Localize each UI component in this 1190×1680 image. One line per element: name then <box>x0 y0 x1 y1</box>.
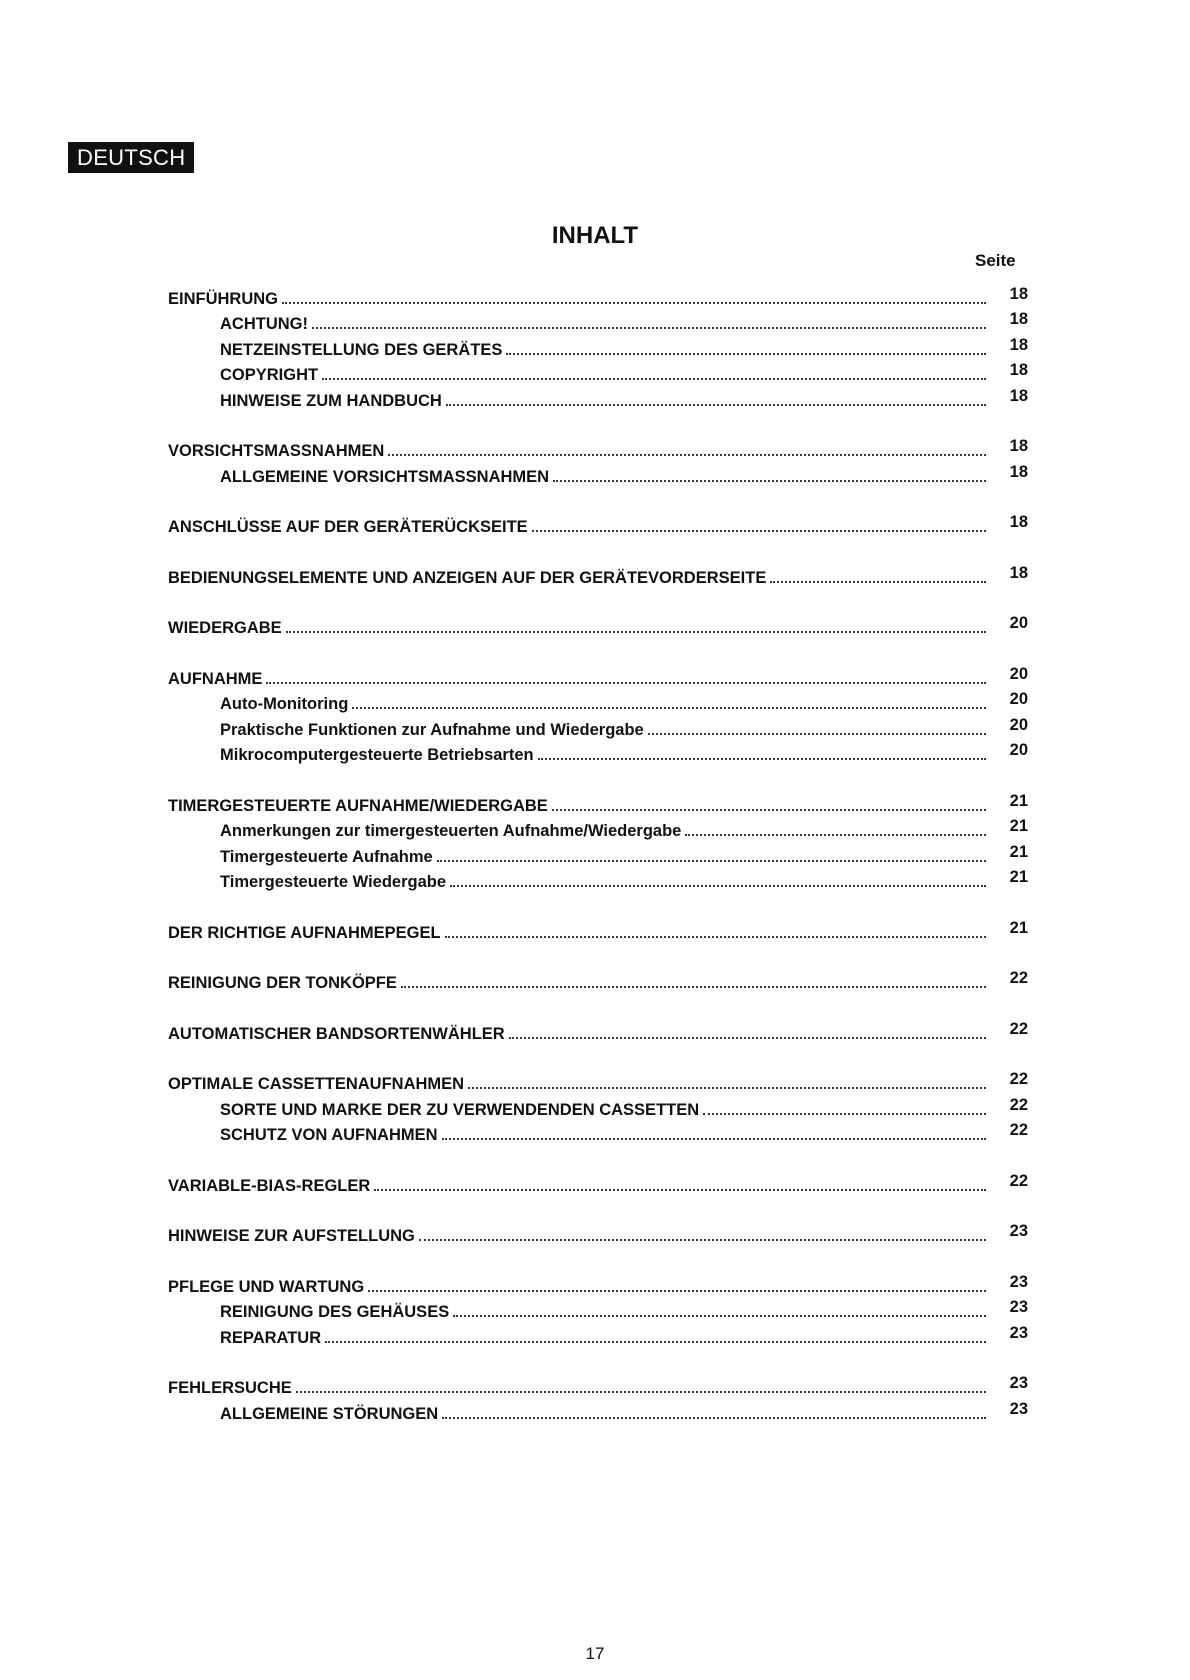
toc-entry <box>168 790 1028 816</box>
toc-subentry-title: SCHUTZ VON AUFNAHMEN <box>220 1126 438 1144</box>
toc-entry-title: PFLEGE UND WARTUNG <box>168 1277 365 1296</box>
dot-leader <box>770 581 986 583</box>
toc-entry <box>168 1018 1028 1044</box>
toc-page-number: 22 <box>1009 1070 1028 1088</box>
dot-leader <box>453 1315 986 1317</box>
toc-page-number: 21 <box>1009 842 1028 861</box>
toc-page-number: 18 <box>1009 437 1028 455</box>
toc-entry-title: REINIGUNG DER TONKÖPFE <box>168 974 397 992</box>
toc-entry <box>168 1221 1028 1247</box>
dot-leader <box>388 454 986 456</box>
toc-subentry <box>168 385 1028 411</box>
toc-page-number: 22 <box>1009 1095 1028 1114</box>
toc-page-number: 20 <box>1009 690 1028 708</box>
toc-subentry <box>168 334 1028 360</box>
toc-subentry-title: ACHTUNG! <box>220 315 308 333</box>
toc-subentry-title: REPARATUR <box>220 1328 322 1347</box>
toc-page-number: 21 <box>1009 791 1028 810</box>
toc-page-number: 21 <box>1009 918 1028 937</box>
toc-section <box>168 613 1028 639</box>
toc-entry <box>168 283 1028 309</box>
toc-page-number: 23 <box>1009 1222 1028 1240</box>
toc-entry-title: OPTIMALE CASSETTENAUFNAHMEN <box>168 1075 465 1093</box>
toc-entry <box>168 917 1028 943</box>
toc-entry-title: AUTOMATISCHER BANDSORTENWÄHLER <box>168 1024 505 1043</box>
dot-leader <box>401 986 986 988</box>
toc-entry <box>168 1373 1028 1399</box>
toc-entry <box>168 1170 1028 1196</box>
toc-section <box>168 562 1028 588</box>
dot-leader <box>442 1138 986 1140</box>
toc-page-number: 18 <box>1009 513 1028 531</box>
toc-page-number: 22 <box>1009 1121 1028 1139</box>
dot-leader <box>266 682 986 684</box>
page-title: INHALT <box>551 222 639 249</box>
toc-subentry-title: COPYRIGHT <box>220 366 319 384</box>
toc-page-number: 18 <box>1009 361 1028 379</box>
toc-section <box>168 663 1028 765</box>
toc-subentry <box>168 714 1028 740</box>
toc-subentry-title: REINIGUNG DES GEHÄUSES <box>220 1303 450 1321</box>
toc-entry-title: EINFÜHRUNG <box>168 289 278 308</box>
dot-leader <box>374 1189 986 1191</box>
toc-subentry-title: Mikrocomputergesteuerte Betriebsarten <box>220 746 534 764</box>
toc-subentry-title: SORTE UND MARKE DER ZU VERWENDENDEN CASSETTEN <box>220 1100 700 1119</box>
dot-leader <box>552 809 986 811</box>
dot-leader <box>368 1290 986 1292</box>
toc-subentry-title: NETZEINSTELLUNG DES GERÄTES <box>220 340 503 359</box>
toc-section <box>168 968 1028 994</box>
toc-subentry <box>168 1094 1028 1120</box>
toc-entry <box>168 562 1028 588</box>
toc-subentry-title: ALLGEMEINE STÖRUNGEN <box>220 1404 439 1423</box>
toc-subentry <box>168 1398 1028 1424</box>
toc-entry-title: AUFNAHME <box>168 669 263 688</box>
toc-page-number: 18 <box>1009 563 1028 582</box>
toc-subentry <box>168 461 1028 487</box>
toc-entry-title: DER RICHTIGE AUFNAHMEPEGEL <box>168 923 441 942</box>
toc-subentry-title: Timergesteuerte Wiedergabe <box>220 873 447 891</box>
toc-page-number: 20 <box>1009 741 1028 759</box>
dot-leader <box>553 480 986 482</box>
toc-subentry <box>168 1120 1028 1146</box>
toc-section <box>168 1373 1028 1424</box>
toc-page-number: 20 <box>1009 614 1028 632</box>
toc-section <box>168 1170 1028 1196</box>
dot-leader <box>450 885 986 887</box>
toc-section <box>168 1221 1028 1247</box>
toc-subentry <box>168 1297 1028 1323</box>
toc-subentry <box>168 816 1028 842</box>
dot-leader <box>468 1087 986 1089</box>
toc-subentry-title: Auto-Monitoring <box>220 695 349 713</box>
dot-leader <box>703 1113 986 1115</box>
toc-subentry-title: Timergesteuerte Aufnahme <box>220 847 433 866</box>
toc-page-number: 23 <box>1009 1374 1028 1392</box>
toc-section <box>168 1069 1028 1146</box>
toc-section <box>168 790 1028 892</box>
toc-entry-title: BEDIENUNGSELEMENTE UND ANZEIGEN AUF DER GERÄTEVORDERSEITE <box>168 568 767 587</box>
toc-page-number: 20 <box>1009 715 1028 734</box>
dot-leader <box>509 1037 986 1039</box>
toc-subentry <box>168 689 1028 715</box>
toc-entry-title: ANSCHLÜSSE AUF DER GERÄTERÜCKSEITE <box>168 518 528 536</box>
toc-entry-title: FEHLERSUCHE <box>168 1379 292 1397</box>
toc-entry <box>168 968 1028 994</box>
dot-leader <box>352 707 986 709</box>
toc-entry <box>168 1069 1028 1095</box>
toc-page-number: 18 <box>1009 310 1028 328</box>
toc-entry <box>168 436 1028 462</box>
toc-section <box>168 436 1028 487</box>
dot-leader <box>442 1417 986 1419</box>
toc-page-number: 18 <box>1009 284 1028 303</box>
dot-leader <box>322 378 986 380</box>
toc-entry <box>168 613 1028 639</box>
dot-leader <box>419 1239 986 1241</box>
page-column-label: Seite <box>975 251 1016 270</box>
dot-leader <box>296 1391 986 1393</box>
toc-page-number: 20 <box>1009 664 1028 683</box>
dot-leader <box>532 530 986 532</box>
dot-leader <box>312 327 986 329</box>
dot-leader <box>685 834 986 836</box>
toc-entry <box>168 512 1028 538</box>
toc-page-number: 22 <box>1009 1019 1028 1038</box>
dot-leader <box>437 860 986 862</box>
toc-section <box>168 917 1028 943</box>
dot-leader <box>325 1341 986 1343</box>
toc-subentry-title: HINWEISE ZUM HANDBUCH <box>220 391 442 410</box>
toc-subentry <box>168 841 1028 867</box>
toc-entry-title: WIEDERGABE <box>168 619 282 637</box>
toc-section <box>168 512 1028 538</box>
toc-entry-title: TIMERGESTEUERTE AUFNAHME/WIEDERGABE <box>168 796 548 815</box>
dot-leader <box>538 758 986 760</box>
toc-page-number: 18 <box>1009 335 1028 354</box>
toc-subentry <box>168 1322 1028 1348</box>
dot-leader <box>286 631 986 633</box>
toc-subentry <box>168 360 1028 386</box>
dot-leader <box>445 936 986 938</box>
dot-leader <box>506 353 986 355</box>
toc-page-number: 21 <box>1009 817 1028 835</box>
toc-entry <box>168 663 1028 689</box>
toc-page-number: 23 <box>1009 1399 1028 1418</box>
toc-page-number: 18 <box>1009 462 1028 481</box>
toc-subentry <box>168 309 1028 335</box>
toc-page-number: 22 <box>1009 969 1028 987</box>
toc-subentry <box>168 740 1028 766</box>
toc-entry <box>168 1271 1028 1297</box>
toc-entry-title: HINWEISE ZUR AUFSTELLUNG <box>168 1227 415 1245</box>
toc-page-number: 21 <box>1009 868 1028 886</box>
toc-page-number: 23 <box>1009 1272 1028 1291</box>
toc-page-number: 23 <box>1009 1323 1028 1342</box>
table-of-contents <box>168 283 1028 1449</box>
toc-section <box>168 1018 1028 1044</box>
toc-subentry <box>168 867 1028 893</box>
toc-section <box>168 1271 1028 1348</box>
dot-leader <box>648 733 986 735</box>
toc-page-number: 23 <box>1009 1298 1028 1316</box>
toc-page-number: 18 <box>1009 386 1028 405</box>
language-badge: DEUTSCH <box>68 142 194 173</box>
toc-page-number: 22 <box>1009 1171 1028 1190</box>
toc-subentry-title: Praktische Funktionen zur Aufnahme und Wiedergabe <box>220 720 644 739</box>
page-number: 17 <box>585 1644 605 1663</box>
toc-subentry-title: ALLGEMEINE VORSICHTSMASSNAHMEN <box>220 467 550 486</box>
toc-entry-title: VORSICHTSMASSNAHMEN <box>168 442 385 460</box>
dot-leader <box>282 302 986 304</box>
toc-section <box>168 283 1028 411</box>
toc-subentry-title: Anmerkungen zur timergesteuerten Aufnahme/Wiedergabe <box>220 822 682 840</box>
toc-entry-title: VARIABLE-BIAS-REGLER <box>168 1176 371 1195</box>
dot-leader <box>446 404 986 406</box>
